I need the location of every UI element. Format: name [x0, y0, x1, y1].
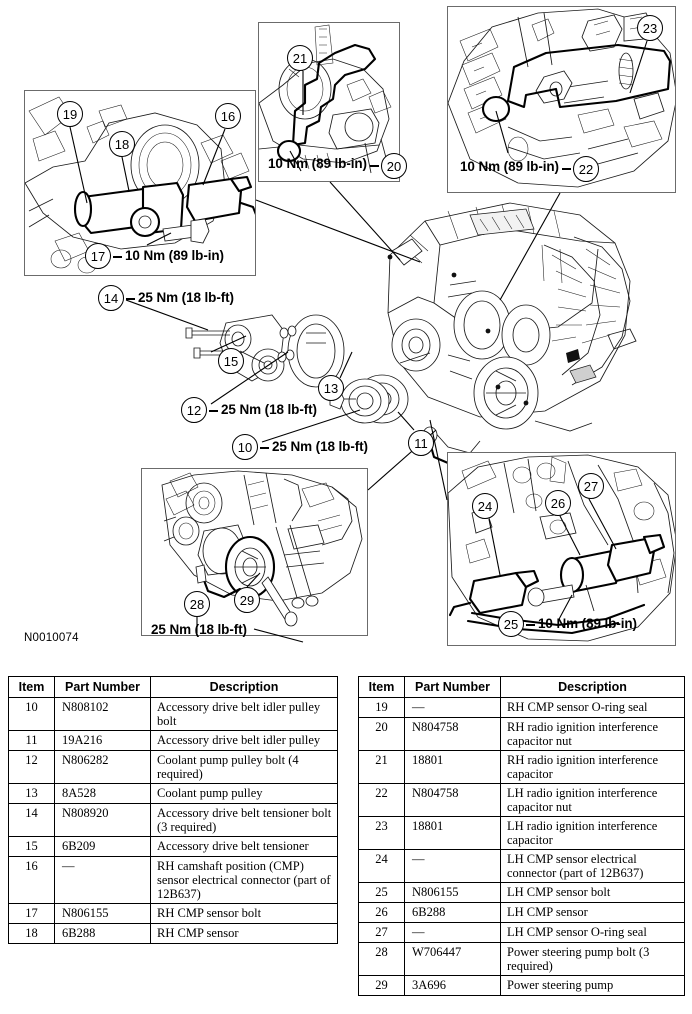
- dash-12: [209, 410, 218, 412]
- torque-28: 25 Nm (18 lb-ft): [151, 622, 247, 637]
- cell-description: RH CMP sensor: [151, 924, 338, 944]
- cell-description: Accessory drive belt tensioner: [151, 837, 338, 857]
- dash-10: [260, 447, 269, 449]
- table-right-header-row: [359, 677, 685, 698]
- cell-item: 26: [359, 903, 405, 923]
- table-row: [359, 943, 685, 976]
- dash-20: [370, 165, 379, 167]
- cell-item: 10: [9, 698, 55, 731]
- callout-18[interactable]: 18: [109, 131, 135, 157]
- cell-part-number: 8A528: [55, 784, 151, 804]
- callout-10[interactable]: 10: [232, 434, 258, 460]
- callout-17[interactable]: 17: [85, 243, 111, 269]
- table-row: [9, 904, 338, 924]
- cell-part-number: —: [405, 923, 501, 943]
- dash-25: [526, 624, 535, 626]
- inset-power-steering-pump: [141, 468, 368, 636]
- cell-item: 12: [9, 751, 55, 784]
- cell-part-number: 6B209: [55, 837, 151, 857]
- table-row: [359, 883, 685, 903]
- cell-description: Accessory drive belt tensioner bolt (3 required): [151, 804, 338, 837]
- table-row: [359, 850, 685, 883]
- cell-part-number: 6B288: [405, 903, 501, 923]
- cell-description: LH radio ignition interference capacitor nut: [501, 784, 685, 817]
- torque-20: 10 Nm (89 lb-in): [268, 156, 367, 171]
- table-row: [359, 718, 685, 751]
- cell-part-number: W706447: [405, 943, 501, 976]
- cell-description: LH CMP sensor electrical connector (part of 12B637): [501, 850, 685, 883]
- table-row: [359, 751, 685, 784]
- torque-14: 25 Nm (18 lb-ft): [138, 290, 234, 305]
- cell-part-number: N808102: [55, 698, 151, 731]
- callout-22[interactable]: 22: [573, 156, 599, 182]
- parts-table-right: [358, 676, 685, 996]
- header-part-number: Part Number: [405, 677, 501, 698]
- callout-26[interactable]: 26: [545, 490, 571, 516]
- cell-part-number: 19A216: [55, 731, 151, 751]
- cell-item: 25: [359, 883, 405, 903]
- cell-description: RH radio ignition interference capacitor nut: [501, 718, 685, 751]
- cell-item: 28: [359, 943, 405, 976]
- dash-17: [113, 256, 122, 258]
- table-row: [359, 817, 685, 850]
- callout-20[interactable]: 20: [381, 153, 407, 179]
- cell-item: 21: [359, 751, 405, 784]
- cell-part-number: N808920: [55, 804, 151, 837]
- callout-11[interactable]: 11: [408, 430, 434, 456]
- table-row: [359, 784, 685, 817]
- cell-item: 17: [9, 904, 55, 924]
- cell-item: 18: [9, 924, 55, 944]
- cell-part-number: N804758: [405, 784, 501, 817]
- cell-part-number: —: [405, 850, 501, 883]
- callout-14[interactable]: 14: [98, 285, 124, 311]
- callout-19[interactable]: 19: [57, 101, 83, 127]
- torque-22: 10 Nm (89 lb-in): [460, 159, 559, 174]
- table-row: [359, 698, 685, 718]
- cell-item: 19: [359, 698, 405, 718]
- inset-lh-radio-ignition-capacitor: [447, 6, 676, 193]
- cell-item: 15: [9, 837, 55, 857]
- torque-12: 25 Nm (18 lb-ft): [221, 402, 317, 417]
- table-row: [9, 698, 338, 731]
- callout-13[interactable]: 13: [318, 375, 344, 401]
- cell-part-number: N806155: [405, 883, 501, 903]
- table-row: [9, 857, 338, 904]
- dash-22: [562, 168, 571, 170]
- cell-item: 11: [9, 731, 55, 751]
- dash-14: [126, 298, 135, 300]
- inset-rh-cmp-sensor: [24, 90, 256, 276]
- torque-10: 25 Nm (18 lb-ft): [272, 439, 368, 454]
- table-row: [359, 903, 685, 923]
- cell-item: 14: [9, 804, 55, 837]
- cell-item: 29: [359, 976, 405, 996]
- cell-description: LH radio ignition interference capacitor: [501, 817, 685, 850]
- callout-15[interactable]: 15: [218, 348, 244, 374]
- cell-part-number: —: [55, 857, 151, 904]
- cell-item: 27: [359, 923, 405, 943]
- cell-item: 24: [359, 850, 405, 883]
- cell-description: LH CMP sensor O-ring seal: [501, 923, 685, 943]
- callout-21[interactable]: 21: [287, 45, 313, 71]
- cell-description: RH CMP sensor O-ring seal: [501, 698, 685, 718]
- power-steering-pump-illustration: [142, 469, 368, 636]
- callout-24[interactable]: 24: [472, 493, 498, 519]
- cell-description: Power steering pump bolt (3 required): [501, 943, 685, 976]
- header-description: Description: [151, 677, 338, 698]
- cell-part-number: 3A696: [405, 976, 501, 996]
- callout-23[interactable]: 23: [637, 15, 663, 41]
- callout-12[interactable]: 12: [181, 397, 207, 423]
- table-row: [9, 924, 338, 944]
- cell-description: Coolant pump pulley bolt (4 required): [151, 751, 338, 784]
- inset-lh-cmp-sensor: [447, 452, 676, 646]
- cell-description: Accessory drive belt idler pulley bolt: [151, 698, 338, 731]
- parts-table-left: [8, 676, 338, 944]
- torque-17: 10 Nm (89 lb-in): [125, 248, 224, 263]
- cell-description: Power steering pump: [501, 976, 685, 996]
- cell-part-number: 18801: [405, 817, 501, 850]
- cell-description: RH CMP sensor bolt: [151, 904, 338, 924]
- header-part-number: Part Number: [55, 677, 151, 698]
- cell-item: 13: [9, 784, 55, 804]
- table-row: [9, 731, 338, 751]
- table-row: [9, 751, 338, 784]
- cell-description: LH CMP sensor bolt: [501, 883, 685, 903]
- table-row: [9, 837, 338, 857]
- cell-description: Coolant pump pulley: [151, 784, 338, 804]
- cell-part-number: 18801: [405, 751, 501, 784]
- cell-part-number: —: [405, 698, 501, 718]
- cell-item: 22: [359, 784, 405, 817]
- table-row: [359, 976, 685, 996]
- figure-id-label: N0010074: [24, 632, 79, 644]
- callout-27[interactable]: 27: [578, 473, 604, 499]
- torque-25: 10 Nm (89 lb-in): [538, 616, 637, 631]
- table-row: [9, 784, 338, 804]
- cell-description: LH CMP sensor: [501, 903, 685, 923]
- cell-item: 16: [9, 857, 55, 904]
- header-description: Description: [501, 677, 685, 698]
- callout-28[interactable]: 28: [184, 591, 210, 617]
- cell-description: Accessory drive belt idler pulley: [151, 731, 338, 751]
- cell-part-number: N806282: [55, 751, 151, 784]
- callout-25[interactable]: 25: [498, 611, 524, 637]
- table-row: [359, 923, 685, 943]
- header-item: Item: [9, 677, 55, 698]
- header-item: Item: [359, 677, 405, 698]
- cell-part-number: N804758: [405, 718, 501, 751]
- cell-item: 20: [359, 718, 405, 751]
- callout-29[interactable]: 29: [234, 587, 260, 613]
- table-row: [9, 804, 338, 837]
- cell-part-number: N806155: [55, 904, 151, 924]
- cell-part-number: 6B288: [55, 924, 151, 944]
- callout-16[interactable]: 16: [215, 103, 241, 129]
- cell-item: 23: [359, 817, 405, 850]
- table-left-header-row: [9, 677, 338, 698]
- cell-description: RH radio ignition interference capacitor: [501, 751, 685, 784]
- cell-description: RH camshaft position (CMP) sensor electrical connector (part of 12B637): [151, 857, 338, 904]
